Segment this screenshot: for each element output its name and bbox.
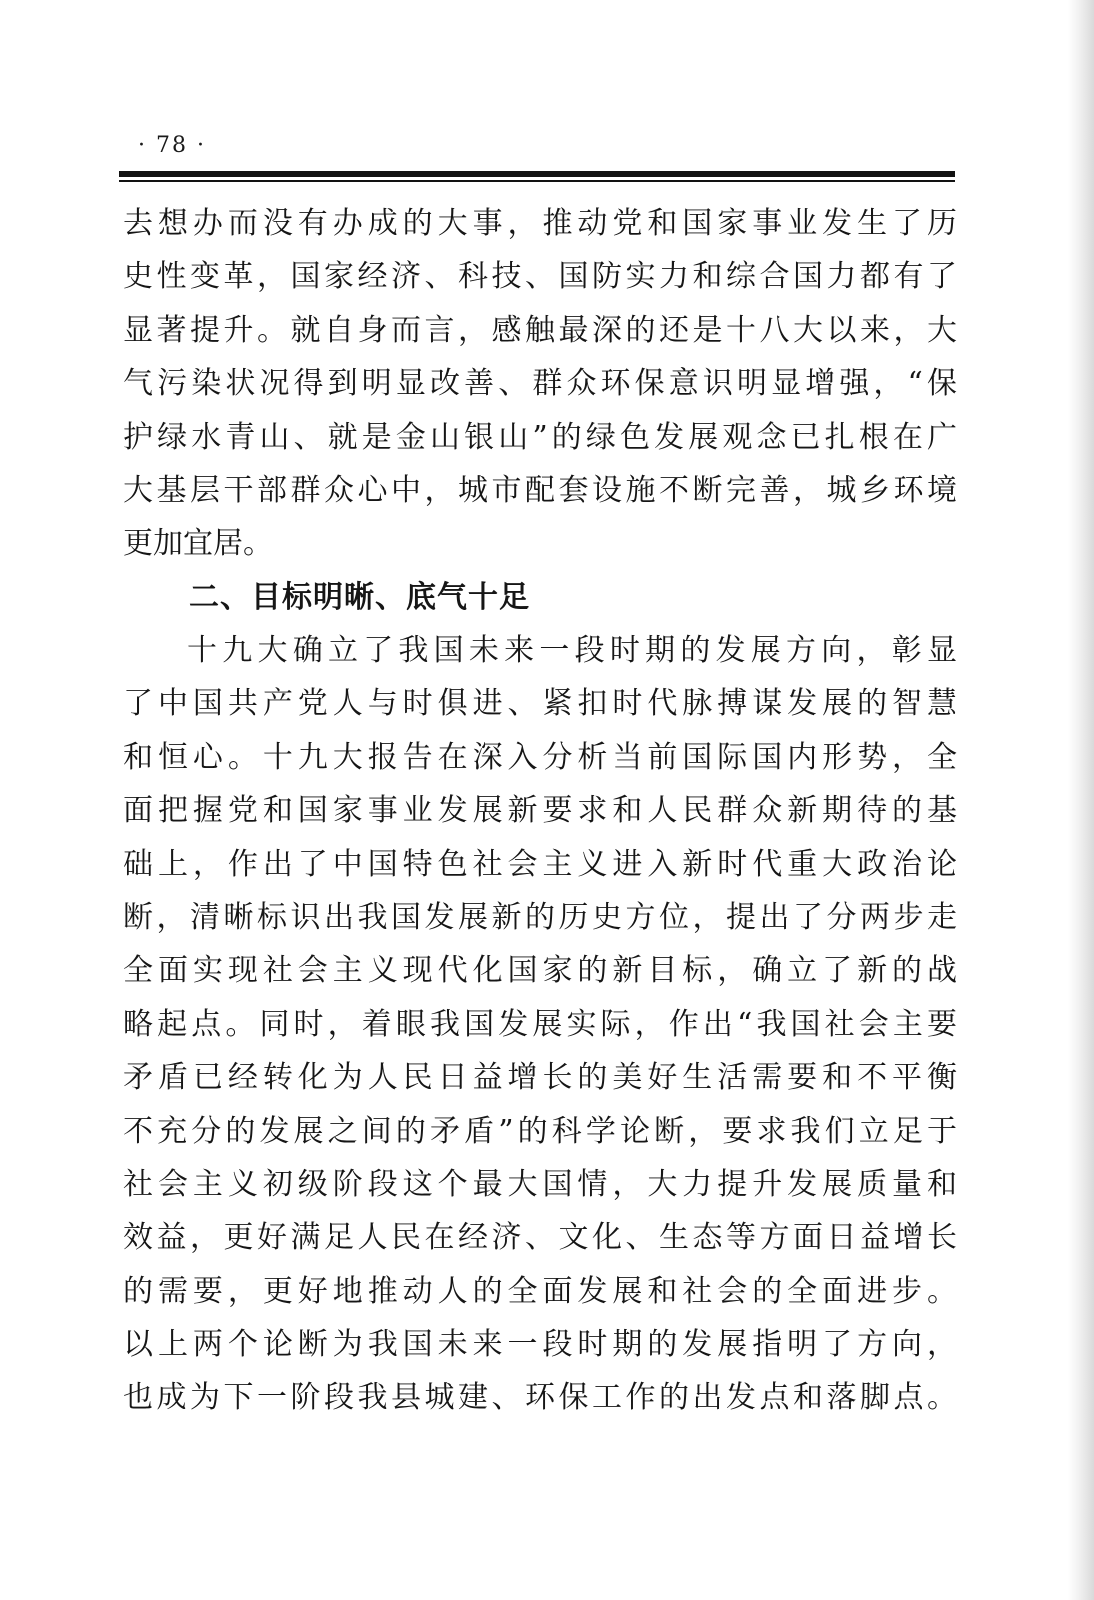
text-line: 十九大确立了我国未来一段时期的发展方向，彰显 bbox=[187, 633, 957, 668]
text-line: 的需要，更好地推动人的全面发展和社会的全面进步。 bbox=[123, 1273, 957, 1309]
text-line: 矛盾已经转化为人民日益增长的美好生活需要和不平衡 bbox=[123, 1060, 957, 1096]
section-heading: 二、目标明晰、底气十足 bbox=[189, 580, 530, 615]
text-line: 础上，作出了中国特色社会主义进入新时代重大政治论 bbox=[123, 846, 957, 882]
text-line: 更加宜居。 bbox=[123, 526, 273, 562]
text-line: 社会主义初级阶段这个最大国情，大力提升发展质量和 bbox=[123, 1166, 957, 1202]
text-line: 气污染状况得到明显改善、群众环保意识明显增强，“保 bbox=[123, 366, 957, 402]
text-line: 显著提升。就自身而言，感触最深的还是十八大以来，大 bbox=[123, 312, 957, 348]
paragraph-continued bbox=[123, 197, 957, 571]
header-rule-thick bbox=[119, 171, 955, 177]
text-line: 面把握党和国家事业发展新要求和人民群众新期待的基 bbox=[123, 793, 957, 829]
text-line: 去想办而没有办成的大事，推动党和国家事业发生了历 bbox=[123, 206, 957, 241]
text-line: 大基层干部群众心中，城市配套设施不断完善，城乡环境 bbox=[123, 472, 957, 508]
text-line: 了中国共产党人与时俱进、紧扣时代脉搏谋发展的智慧 bbox=[123, 686, 957, 722]
text-line: 断，清晰标识出我国发展新的历史方位，提出了分两步走 bbox=[123, 899, 957, 935]
page-number: · 78 · bbox=[138, 133, 206, 158]
text-line: 略起点。同时，着眼我国发展实际，作出“我国社会主要 bbox=[123, 1006, 957, 1042]
section-heading-block bbox=[123, 571, 957, 625]
text-line: 全面实现社会主义现代化国家的新目标，确立了新的战 bbox=[123, 953, 957, 989]
text-line: 和恒心。十九大报告在深入分析当前国际国内形势，全 bbox=[123, 739, 957, 775]
header-rule-thin bbox=[119, 180, 955, 182]
text-line: 也成为下一阶段我县城建、环保工作的出发点和落脚点。 bbox=[123, 1380, 957, 1416]
text-line: 以上两个论断为我国未来一段时期的发展指明了方向， bbox=[123, 1327, 957, 1363]
text-line: 效益，更好满足人民在经济、文化、生态等方面日益增长 bbox=[123, 1220, 957, 1256]
text-line: 护绿水青山、就是金山银山”的绿色发展观念已扎根在广 bbox=[123, 419, 957, 455]
paragraph-main bbox=[123, 624, 957, 1425]
text-line: 史性变革，国家经济、科技、国防实力和综合国力都有了 bbox=[123, 259, 957, 295]
text-line: 不充分的发展之间的矛盾”的科学论断，要求我们立足于 bbox=[123, 1113, 957, 1149]
scan-edge-shadow bbox=[1068, 0, 1094, 1600]
